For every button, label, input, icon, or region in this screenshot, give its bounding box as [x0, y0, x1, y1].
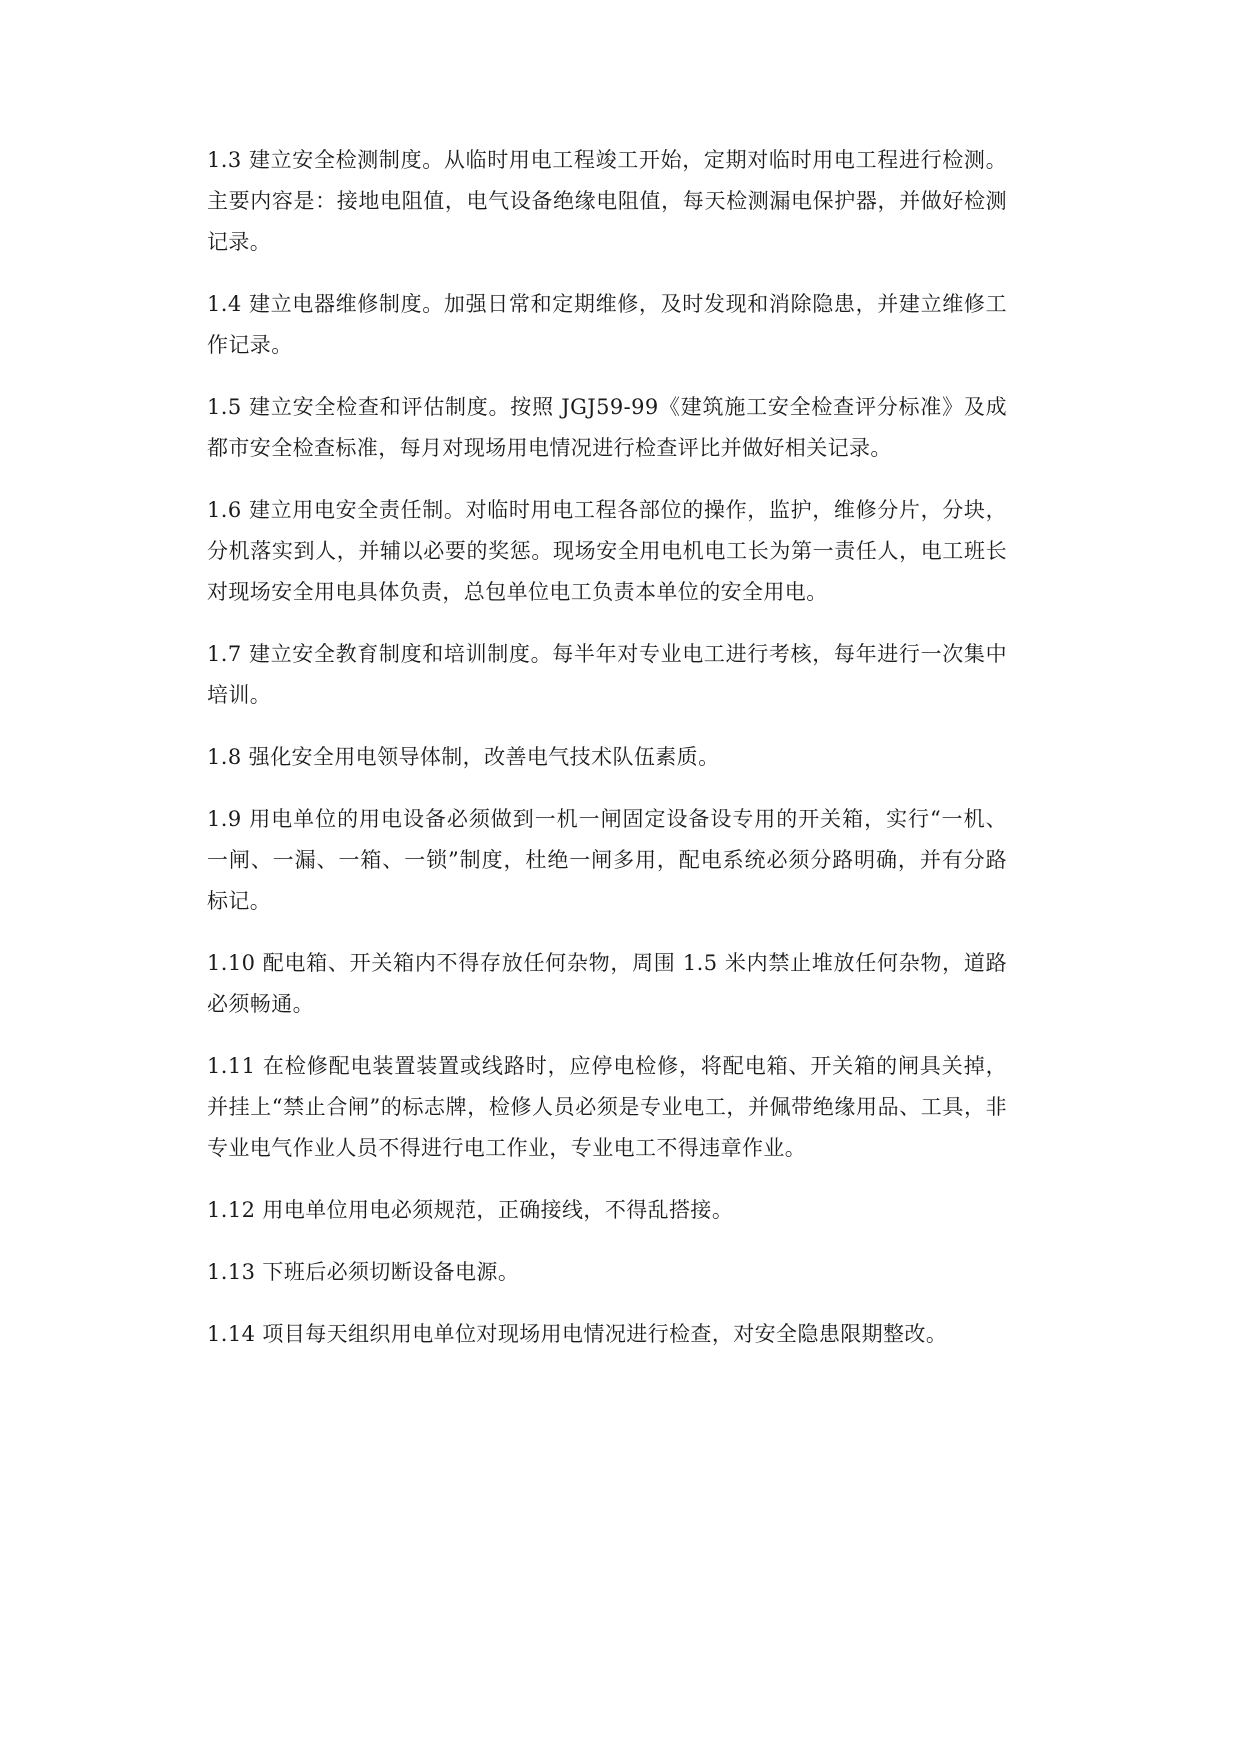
- paragraph-1-14: 1.14 项目每天组织用电单位对现场用电情况进行检查，对安全隐患限期整改。: [207, 1322, 948, 1346]
- paragraph-1-10: 1.10 配电箱、开关箱内不得存放任何杂物，周围 1.5 米内禁止堆放任何杂物，道路必须畅通。: [207, 951, 1007, 1016]
- paragraph-1-3: 1.3 建立安全检测制度。从临时用电工程竣工开始，定期对临时用电工程进行检测。主要内容是：接地电阻值，电气设备绝缘电阻值，每天检测漏电保护器，并做好检测记录。: [207, 148, 1007, 254]
- paragraph-1-4: 1.4 建立电器维修制度。加强日常和定期维修，及时发现和消除隐患，并建立维修工作记录。: [207, 292, 1007, 357]
- paragraph-1-11: 1.11 在检修配电装置装置或线路时，应停电检修，将配电箱、开关箱的闸具关掉，并挂上“禁止合闸”的标志牌，检修人员必须是专业电工，并佩带绝缘用品、工具，非专业电气作业人员不得进行电工作业，专业电工不得违章作业。: [207, 1054, 1007, 1160]
- paragraph-1-12: 1.12 用电单位用电必须规范，正确接线，不得乱搭接。: [207, 1198, 734, 1222]
- paragraph-1-13: 1.13 下班后必须切断设备电源。: [207, 1260, 520, 1284]
- paragraph-1-7: 1.7 建立安全教育制度和培训制度。每半年对专业电工进行考核，每年进行一次集中培训。: [207, 642, 1007, 707]
- document-body: [207, 140, 1007, 1355]
- paragraph-1-8: 1.8 强化安全用电领导体制，改善电气技术队伍素质。: [207, 745, 720, 769]
- paragraph-1-9: 1.9 用电单位的用电设备必须做到一机一闸固定设备设专用的开关箱，实行“一机、一闸、一漏、一箱、一锁”制度，杜绝一闸多用，配电系统必须分路明确，并有分路标记。: [207, 807, 1007, 913]
- paragraph-1-6: 1.6 建立用电安全责任制。对临时用电工程各部位的操作，监护，维修分片，分块，分机落实到人，并辅以必要的奖惩。现场安全用电机电工长为第一责任人，电工班长对现场安全用电具体负责，总包单位电工负责本单位的安全用电。: [207, 498, 1007, 604]
- paragraph-1-5: 1.5 建立安全检查和评估制度。按照 JGJ59-99《建筑施工安全检查评分标准》及成都市安全检查标准，每月对现场用电情况进行检查评比并做好相关记录。: [207, 395, 1007, 460]
